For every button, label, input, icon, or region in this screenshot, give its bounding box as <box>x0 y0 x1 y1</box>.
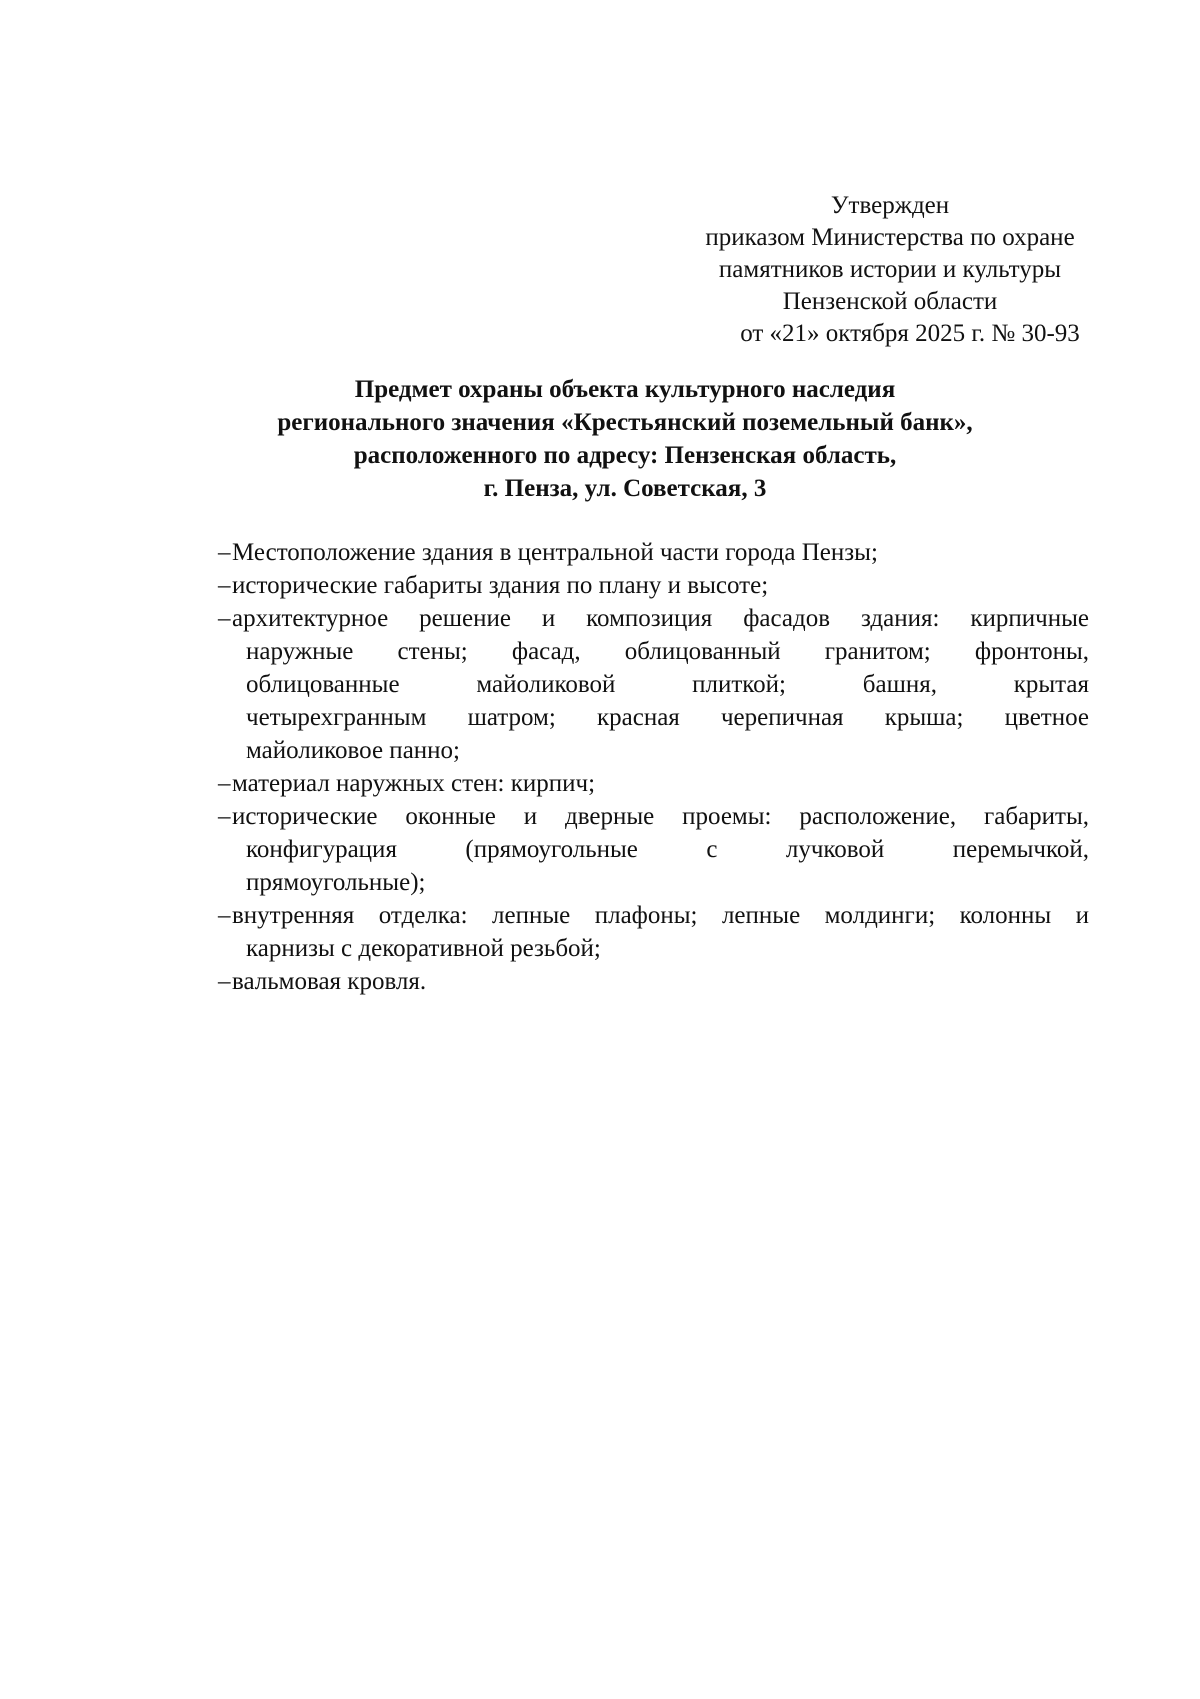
list-item-line: облицованные майоликовой плиткой; башня, крытая <box>246 671 1089 698</box>
approval-line-order: приказом Министерства по охране <box>705 224 1075 251</box>
list-item-line: майоликовое панно; <box>246 737 460 764</box>
list-item-line: четырехгранным шатром; красная черепичная крыша; цветное <box>246 704 1089 731</box>
list-item <box>218 536 1089 569</box>
approval-line-region: Пензенской области <box>782 288 998 315</box>
title-line-2: регионального значения «Крестьянский поземельный банк», <box>277 409 973 436</box>
list-dash: – <box>218 803 231 830</box>
approval-line-approved: Утвержден <box>830 192 950 219</box>
document-title <box>240 373 1010 505</box>
list-item-line: прямоугольные); <box>246 869 426 896</box>
approval-line-date-number: от «21» октября 2025 г. № 30-93 <box>740 320 1080 347</box>
title-line-1: Предмет охраны объекта культурного наследия <box>354 376 896 403</box>
list-item <box>218 767 1089 800</box>
list-item <box>218 602 1089 767</box>
list-item-line: архитектурное решение и композиция фасадов здания: кирпичные <box>232 605 1089 632</box>
list-dash: – <box>218 572 231 599</box>
list-item-line: вальмовая кровля. <box>232 968 427 995</box>
list-item-line: исторические оконные и дверные проемы: расположение, габариты, <box>232 803 1089 830</box>
list-dash: – <box>218 605 231 632</box>
list-item-line: карнизы с декоративной резьбой; <box>246 935 601 962</box>
list-item <box>218 800 1089 899</box>
list-item-line: наружные стены; фасад, облицованный гранитом; фронтоны, <box>246 638 1089 665</box>
list-dash: – <box>218 902 231 929</box>
list-item <box>218 965 1089 998</box>
approval-block <box>660 190 1120 350</box>
list-item-line: Местоположение здания в центральной части города Пензы; <box>232 539 878 566</box>
list-item-line: внутренняя отделка: лепные плафоны; лепные молдинги; колонны и <box>232 902 1089 929</box>
list-dash: – <box>218 770 231 797</box>
protection-items-list <box>218 536 1089 998</box>
list-dash: – <box>218 539 231 566</box>
approval-line-monuments: памятников истории и культуры <box>718 256 1062 283</box>
list-item-line: материал наружных стен: кирпич; <box>232 770 596 797</box>
list-item <box>218 569 1089 602</box>
list-item-line: исторические габариты здания по плану и высоте; <box>232 572 769 599</box>
title-line-4: г. Пенза, ул. Советская, 3 <box>483 475 767 502</box>
list-dash: – <box>218 968 231 995</box>
list-item <box>218 899 1089 965</box>
list-item-line: конфигурация (прямоугольные с лучковой перемычкой, <box>246 836 1089 863</box>
title-line-3: расположенного по адресу: Пензенская область, <box>353 442 897 469</box>
